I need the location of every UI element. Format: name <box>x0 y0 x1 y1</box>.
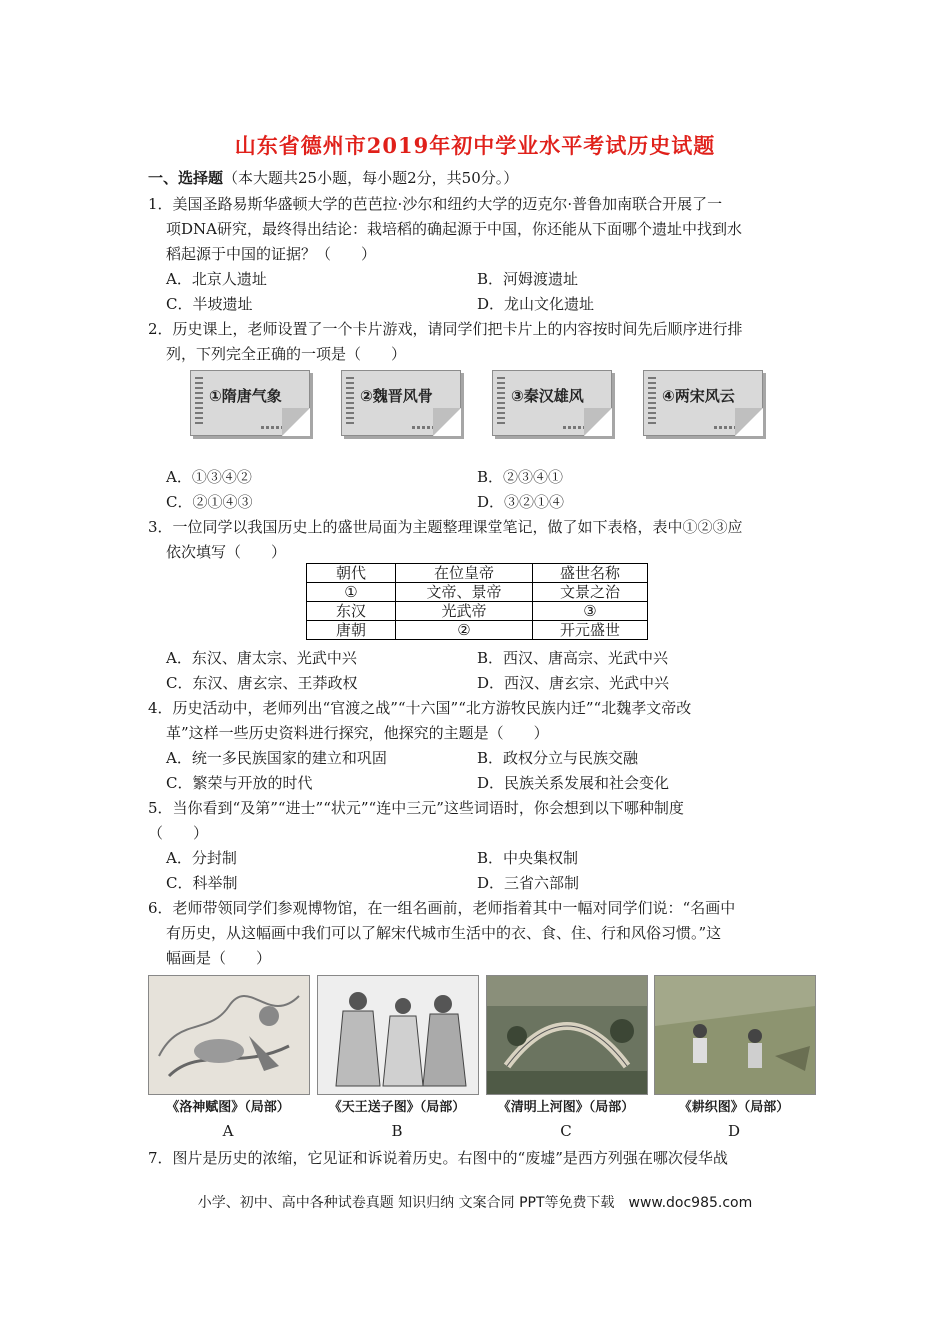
q3-option-c: C．东汉、唐玄宗、王莽政权 <box>166 674 358 692</box>
table-cell: 开元盛世 <box>533 621 648 640</box>
q5-option-d: D．三省六部制 <box>477 874 580 892</box>
painting-b-image <box>317 975 479 1095</box>
painting-a-caption: 《洛神赋图》（局部） <box>166 1100 290 1115</box>
table-row <box>307 602 648 621</box>
page-title: 山东省德州市2019年初中学业水平考试历史试题 <box>234 133 716 158</box>
q5-option-b: B．中央集权制 <box>477 849 579 867</box>
q1-line-3: 稻起源于中国的证据？（ ） <box>166 245 377 263</box>
card-spiral-icon <box>195 377 203 427</box>
table-cell: ① <box>307 583 396 602</box>
q5-line-2: （ ） <box>148 824 209 842</box>
card-spiral-icon <box>497 377 505 427</box>
q5-line-1: 5．当你看到“及第”“进士”“状元”“连中三元”这些词语时，你会想到以下哪种制度 <box>148 799 684 817</box>
table-header-cell: 朝代 <box>307 564 396 583</box>
table-cell: 文景之治 <box>533 583 648 602</box>
painting-d-image <box>654 975 816 1095</box>
q1-option-c: C．半坡遗址 <box>166 295 253 313</box>
table-cell: 唐朝 <box>307 621 396 640</box>
q2-line-1: 2．历史课上，老师设置了一个卡片游戏，请同学们把卡片上的内容按时间先后顺序进行排 <box>148 320 743 338</box>
painting-b-caption: 《天王送子图》（局部） <box>328 1100 466 1115</box>
card-2 <box>341 370 461 436</box>
q2-option-c: C．②①④③ <box>166 493 253 511</box>
card-spiral-icon <box>648 377 656 427</box>
painting-a-image <box>148 975 310 1095</box>
painting-c-caption: 《清明上河图》（局部） <box>497 1100 635 1115</box>
section-heading: 一、选择题 <box>148 169 224 187</box>
q3-option-b: B．西汉、唐高宗、光武中兴 <box>477 649 669 667</box>
table-header-cell: 在位皇帝 <box>396 564 533 583</box>
q1-line-2: 项DNA研究，最终得出结论：栽培稻的确起源于中国，你还能从下面哪个遗址中找到水 <box>166 220 742 238</box>
section-note: （本大题共25小题，每小题2分，共50分。） <box>223 169 519 187</box>
painting-c-image <box>486 975 648 1095</box>
q2-option-a: A．①③④② <box>166 468 252 486</box>
q3-option-d: D．西汉、唐玄宗、光武中兴 <box>477 674 670 692</box>
table-cell: ② <box>396 621 533 640</box>
q3-line-1: 3．一位同学以我国历史上的盛世局面为主题整理课堂笔记，做了如下表格，表中①②③应 <box>148 518 743 536</box>
card-spiral-icon <box>346 377 354 427</box>
painting-d-letter: D <box>727 1122 741 1140</box>
q2-option-b: B．②③④① <box>477 468 564 486</box>
q5-option-a: A．分封制 <box>166 849 237 867</box>
card-4 <box>643 370 763 436</box>
q2-option-d: D．③②①④ <box>477 493 565 511</box>
q4-line-2: 革”这样一些历史资料进行探究，他探究的主题是（ ） <box>166 724 549 742</box>
table-cell: 光武帝 <box>396 602 533 621</box>
table-cell: ③ <box>533 602 648 621</box>
q2-line-2: 列，下列完全正确的一项是（ ） <box>166 345 407 363</box>
q1-option-d: D．龙山文化遗址 <box>477 295 595 313</box>
q6-line-1: 6．老师带领同学们参观博物馆，在一组名画前，老师指着其中一幅对同学们说：“名画中 <box>148 899 736 917</box>
table-cell: 文帝、景帝 <box>396 583 533 602</box>
card-fold-corner <box>584 408 612 436</box>
q6-line-3: 幅画是（ ） <box>166 949 272 967</box>
table-row <box>307 621 648 640</box>
q4-line-1: 4．历史活动中，老师列出“官渡之战”“十六国”“北方游牧民族内迁”“北魏孝文帝改 <box>148 699 692 717</box>
q4-option-d: D．民族关系发展和社会变化 <box>477 774 670 792</box>
card-2-label: ②魏晋风骨 <box>360 387 433 405</box>
card-1-label: ①隋唐气象 <box>209 387 282 405</box>
q3-option-a: A．东汉、唐太宗、光武中兴 <box>166 649 357 667</box>
card-fold-corner <box>735 408 763 436</box>
page-footer: 小学、初中、高中各种试卷真题 知识归纳 文案合同 PPT等免费下载 www.doc985.com <box>197 1195 753 1211</box>
card-1 <box>190 370 310 436</box>
q3-line-2: 依次填写（ ） <box>166 543 287 561</box>
q1-option-a: A．北京人遗址 <box>166 270 267 288</box>
q1-option-b: B．河姆渡遗址 <box>477 270 579 288</box>
table-header-cell: 盛世名称 <box>533 564 648 583</box>
q4-option-b: B．政权分立与民族交融 <box>477 749 639 767</box>
q6-line-2: 有历史，从这幅画中我们可以了解宋代城市生活中的衣、食、住、行和风俗习惯。”这 <box>166 924 722 942</box>
painting-d-caption: 《耕织图》（局部） <box>678 1100 790 1115</box>
q5-option-c: C．科举制 <box>166 874 238 892</box>
card-4-label: ④两宋风云 <box>662 387 735 405</box>
section-heading-line <box>148 168 518 188</box>
card-3-label: ③秦汉雄风 <box>511 387 584 405</box>
table-header-row <box>307 564 648 583</box>
q4-option-a: A．统一多民族国家的建立和巩固 <box>166 749 387 767</box>
table-row <box>307 583 648 602</box>
painting-b-letter: B <box>391 1122 403 1140</box>
table-cell: 东汉 <box>307 602 396 621</box>
q4-option-c: C．繁荣与开放的时代 <box>166 774 313 792</box>
card-3 <box>492 370 612 436</box>
q7-line-1: 7．图片是历史的浓缩，它见证和诉说着历史。右图中的“废墟”是西方列强在哪次侵华战 <box>148 1149 728 1167</box>
painting-c-letter: C <box>560 1122 572 1140</box>
painting-a-letter: A <box>222 1122 234 1140</box>
card-fold-corner <box>282 408 310 436</box>
card-fold-corner <box>433 408 461 436</box>
q1-line-1: 1．美国圣路易斯华盛顿大学的芭芭拉·沙尔和纽约大学的迈克尔·普鲁加南联合开展了一 <box>148 195 723 213</box>
dynasty-table <box>306 563 648 640</box>
